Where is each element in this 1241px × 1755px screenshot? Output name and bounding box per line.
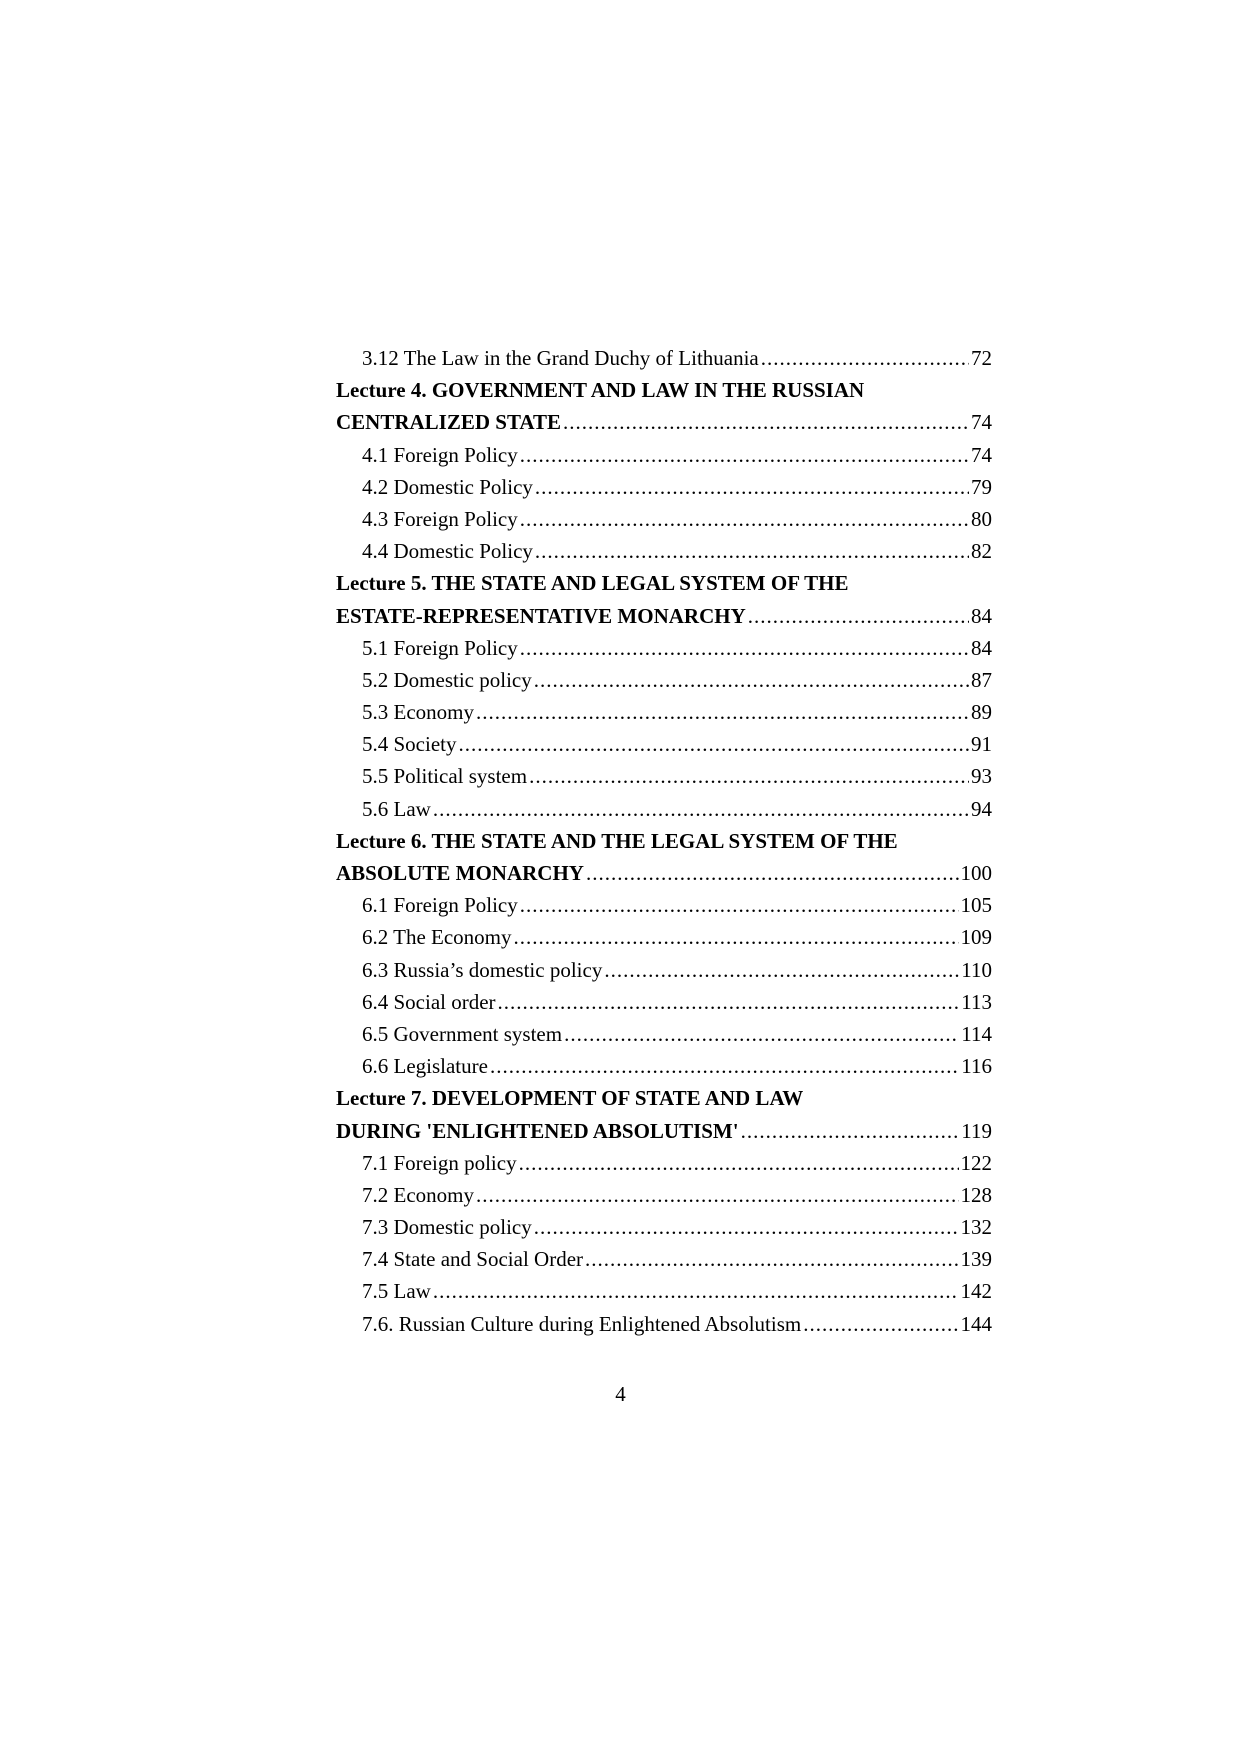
toc-dot-leader [519,1147,959,1179]
toc-entry [336,1050,992,1082]
toc-page-number: 74 [971,410,992,435]
toc-entry-title: ABSOLUTE MONARCHY [336,861,584,885]
toc-lecture-heading [336,1082,992,1114]
toc-page-number: 116 [961,1054,992,1079]
toc-lecture-heading [336,857,992,889]
toc-page-number: 84 [971,603,992,628]
toc-page-number: 119 [961,1118,992,1143]
toc-entry-title: DURING 'ENLIGHTENED ABSOLUTISM' [336,1118,739,1143]
toc-entry-title: 7.1 Foreign policy [362,1150,517,1175]
toc-page-number: 84 [971,635,992,660]
toc-lecture-heading [336,374,992,406]
toc-entry [336,1243,992,1275]
toc-dot-leader [563,406,969,438]
toc-page-number: 139 [960,1247,992,1272]
toc-entry [336,1211,992,1243]
toc-entry-title: CENTRALIZED STATE [336,410,562,435]
toc-dot-leader [803,1308,958,1340]
toc-entry [336,1147,992,1179]
toc-entry-title: 4.4 Domestic Policy [362,539,533,564]
toc-page-number: 109 [960,925,992,950]
toc-entry [336,1308,992,1340]
toc-dot-leader [564,1018,959,1050]
toc-entry-title: 7.5 Law [362,1279,431,1304]
toc-entry-title: 6.2 The Economy [362,925,512,950]
toc-page-number: 144 [960,1311,992,1336]
toc-page-number: 132 [960,1215,992,1240]
toc-entry-title: 4.2 Domestic Policy [362,474,533,499]
toc-page-number: 74 [971,442,992,467]
toc-lecture-heading [336,567,992,599]
table-of-contents [336,342,992,1340]
toc-page-number: 87 [971,667,992,692]
toc-dot-leader [514,921,959,953]
toc-dot-leader [520,503,969,535]
toc-page-number: 72 [971,346,992,370]
toc-entry-title: 5.1 Foreign Policy [362,635,518,660]
toc-entry [336,439,992,471]
toc-entry [336,793,992,825]
toc-dot-leader [520,889,959,921]
toc-page-number: 105 [960,893,992,918]
toc-entry-title: 7.2 Economy [362,1182,474,1207]
toc-dot-leader [534,1211,959,1243]
toc-lecture-heading [336,1115,992,1147]
toc-entry [336,664,992,696]
toc-dot-leader [459,728,970,760]
toc-page-number: 142 [960,1279,992,1304]
toc-dot-leader [476,1179,959,1211]
toc-page-number: 100 [960,861,992,885]
toc-entry [336,1275,992,1307]
toc-entry [336,1179,992,1211]
toc-entry-title: 6.1 Foreign Policy [362,893,518,918]
toc-dot-leader [604,954,959,986]
toc-page-number: 110 [961,957,992,982]
toc-entry-title: 7.3 Domestic policy [362,1215,532,1240]
toc-dot-leader [741,1115,960,1147]
toc-entry [336,889,992,921]
toc-entry-title: 5.4 Society [362,732,457,757]
toc-page-number: 89 [971,700,992,725]
toc-page-number: 113 [961,989,992,1014]
toc-entry-title: 6.6 Legislature [362,1054,488,1079]
toc-entry-title: 5.2 Domestic policy [362,667,532,692]
toc-entry-title: 5.5 Political system [362,764,528,789]
toc-entry [336,760,992,792]
toc-dot-leader [520,439,969,471]
toc-dot-leader [476,696,969,728]
toc-entry-title: 6.4 Social order [362,989,496,1014]
toc-lecture-heading [336,600,992,632]
toc-entry-title: 7.4 State and Social Order [362,1247,584,1272]
toc-dot-leader [586,857,959,889]
toc-entry [336,921,992,953]
toc-entry-title: 4.3 Foreign Policy [362,506,518,531]
toc-entry-title: 6.5 Government system [362,1021,563,1046]
toc-entry-title: Lecture 4. GOVERNMENT AND LAW IN THE RUSSIAN [336,378,865,403]
toc-dot-leader [520,632,969,664]
toc-dot-leader [585,1243,958,1275]
toc-entry [336,954,992,986]
toc-entry [336,471,992,503]
toc-entry-title: Lecture 5. THE STATE AND LEGAL SYSTEM OF THE [336,571,849,596]
toc-dot-leader [535,471,969,503]
toc-entry-title: Lecture 6. THE STATE AND THE LEGAL SYSTEM OF THE [336,828,898,853]
toc-dot-leader [433,1275,959,1307]
toc-page-number: 80 [971,506,992,531]
toc-entry-title: ESTATE-REPRESENTATIVE MONARCHY [336,603,746,628]
toc-entry [336,342,992,374]
toc-lecture-heading [336,825,992,857]
toc-dot-leader [761,342,969,374]
toc-dot-leader [748,600,969,632]
toc-dot-leader [490,1050,959,1082]
toc-dot-leader [498,986,960,1018]
toc-entry [336,986,992,1018]
toc-page-number: 91 [971,732,992,757]
toc-page-number: 94 [971,796,992,821]
toc-dot-leader [433,793,969,825]
toc-entry [336,535,992,567]
toc-entry-title: 6.3 Russia’s domestic policy [362,957,603,982]
toc-entry [336,696,992,728]
toc-dot-leader [529,760,969,792]
toc-page-number: 93 [971,764,992,789]
toc-entry-title: 3.12 The Law in the Grand Duchy of Lithuania [362,346,759,370]
toc-page-number: 79 [971,474,992,499]
toc-dot-leader [534,664,969,696]
page-number: 4 [615,1382,626,1406]
toc-entry [336,632,992,664]
toc-entry [336,1018,992,1050]
toc-entry [336,728,992,760]
toc-dot-leader [535,535,969,567]
toc-entry-title: 7.6. Russian Culture during Enlightened Absolutism [362,1311,802,1336]
toc-page-number: 114 [961,1021,992,1046]
toc-page-number: 82 [971,539,992,564]
toc-entry-title: 5.6 Law [362,796,431,821]
toc-page-number: 122 [960,1150,992,1175]
toc-entry-title: 4.1 Foreign Policy [362,442,518,467]
toc-entry-title: Lecture 7. DEVELOPMENT OF STATE AND LAW [336,1086,804,1111]
toc-entry [336,503,992,535]
toc-lecture-heading [336,406,992,438]
toc-page-number: 128 [960,1182,992,1207]
toc-entry-title: 5.3 Economy [362,700,474,725]
